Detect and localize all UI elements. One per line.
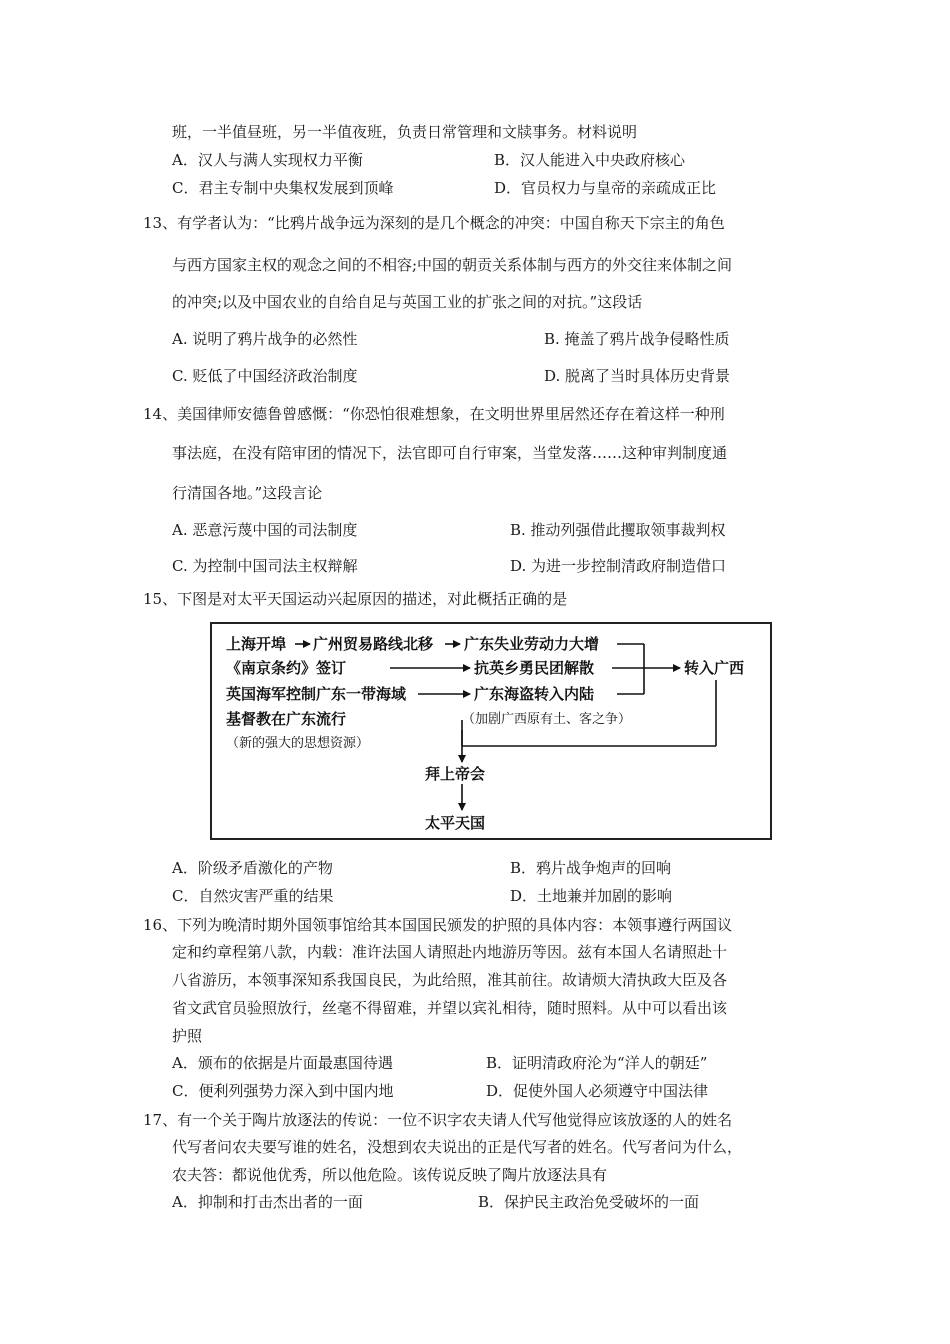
diagram-note-ideology: （新的强大的思想资源）: [226, 736, 370, 751]
q15-option-d: D．土地兼并加剧的影响: [510, 887, 673, 905]
q12-option-d: D．官员权力与皇帝的亲疏成正比: [494, 179, 717, 197]
diagram-shanghai-opening: 上海开埠: [226, 635, 287, 653]
q16-stem-line-5: 护照: [172, 1027, 203, 1045]
q13-option-c: C. 贬低了中国经济政治制度: [172, 367, 358, 385]
q12-option-a: A．汉人与满人实现权力平衡: [172, 151, 363, 169]
q13-stem-line-1: 13、有学者认为：“比鸦片战争远为深刻的是几个概念的冲突：中国自称天下宗主的角色: [143, 214, 725, 232]
diagram-trade-route-north: 广州贸易路线北移: [313, 635, 434, 653]
diagram-arrows: [212, 624, 774, 842]
q15-stem-line-1: 15、下图是对太平天国运动兴起原因的描述，对此概括正确的是: [143, 590, 568, 608]
q16-option-c: C．便利列强势力深入到中国内地: [172, 1082, 394, 1100]
q16-stem-line-2: 定和约章程第八款，内载：准许法国人请照赴内地游历等因。兹有本国人名请照赴十: [172, 943, 728, 961]
diagram-into-guangxi: 转入广西: [684, 659, 745, 677]
diagram-unemployed-labor: 广东失业劳动力大增: [464, 635, 600, 653]
diagram-note-hakka: （加剧广西原有土、客之争）: [462, 712, 632, 727]
q13-option-a: A. 说明了鸦片战争的必然性: [172, 330, 358, 348]
q13-stem-line-3: 的冲突;以及中国农业的自给自足与英国工业的扩张之间的对抗。”这段话: [172, 293, 643, 311]
q14-option-c: C. 为控制中国司法主权辩解: [172, 557, 358, 575]
q16-stem-line-1: 16、下列为晚清时期外国领事馆给其本国国民颁发的护照的具体内容：本领事遵行两国议: [143, 916, 733, 934]
q16-option-d: D．促使外国人必须遵守中国法律: [486, 1082, 709, 1100]
q16-option-a: A．颁布的依据是片面最惠国待遇: [172, 1054, 393, 1072]
q14-option-d: D. 为进一步控制清政府制造借口: [510, 557, 727, 575]
q12-option-b: B．汉人能进入中央政府核心: [494, 151, 686, 169]
q16-stem-line-4: 省文武官员验照放行，丝毫不得留难，并望以宾礼相待，随时照料。从中可以看出该: [172, 999, 728, 1017]
q15-option-a: A．阶级矛盾激化的产物: [172, 859, 333, 877]
q13-stem-line-2: 与西方国家主权的观念之间的不相容;中国的朝贡关系体制与西方的外交往来体制之间: [172, 256, 733, 274]
diagram-god-worshipping-society: 拜上帝会: [425, 765, 486, 783]
q13-option-b: B. 掩盖了鸦片战争侵略性质: [544, 330, 730, 348]
diagram-pirates-inland: 广东海盗转入内陆: [474, 685, 595, 703]
q17-option-b: B．保护民主政治免受破坏的一面: [478, 1193, 700, 1211]
q17-stem-line-1: 17、有一个关于陶片放逐法的传说：一位不识字农夫请人代写他觉得应该放逐的人的姓名: [143, 1111, 733, 1129]
q14-option-b: B. 推动列强借此攫取领事裁判权: [510, 521, 726, 539]
q16-option-b: B．证明清政府沦为“洋人的朝廷”: [486, 1054, 708, 1072]
q17-option-a: A．抑制和打击杰出者的一面: [172, 1193, 363, 1211]
diagram-militia-disband: 抗英乡勇民团解散: [474, 659, 595, 677]
q12-option-c: C．君主专制中央集权发展到顶峰: [172, 179, 394, 197]
q12-line-1: 班，一半值昼班，另一半值夜班，负责日常管理和文牍事务。材料说明: [172, 123, 638, 141]
q15-option-b: B．鸦片战争炮声的回响: [510, 859, 672, 877]
q17-stem-line-3: 农夫答：都说他优秀，所以他危险。该传说反映了陶片放逐法具有: [172, 1166, 608, 1184]
q13-option-d: D. 脱离了当时具体历史背景: [544, 367, 731, 385]
diagram-nanjing-treaty: 《南京条约》签订: [226, 659, 347, 677]
q15-option-c: C．自然灾害严重的结果: [172, 887, 334, 905]
q17-stem-line-2: 代写者问农夫要写谁的姓名，没想到农夫说出的正是代写者的姓名。代写者问为什么，: [172, 1138, 743, 1156]
q14-stem-line-1: 14、美国律师安德鲁曾感慨：“你恐怕很难想象，在文明世界里居然还存在着这样一种刑: [143, 405, 725, 423]
q14-option-a: A. 恶意污蔑中国的司法制度: [172, 521, 358, 539]
taiping-cause-diagram: [210, 622, 772, 840]
diagram-taiping-kingdom: 太平天国: [425, 814, 486, 832]
diagram-british-navy: 英国海军控制广东一带海域: [226, 685, 407, 703]
q14-stem-line-2: 事法庭，在没有陪审团的情况下，法官即可自行审案，当堂发落……这种审判制度通: [172, 444, 728, 462]
diagram-christianity: 基督教在广东流行: [226, 710, 347, 728]
q16-stem-line-3: 八省游历，本领事深知系我国良民，为此给照，准其前往。故请烦大清执政大臣及各: [172, 971, 728, 989]
q14-stem-line-3: 行清国各地。”这段言论: [172, 484, 323, 502]
